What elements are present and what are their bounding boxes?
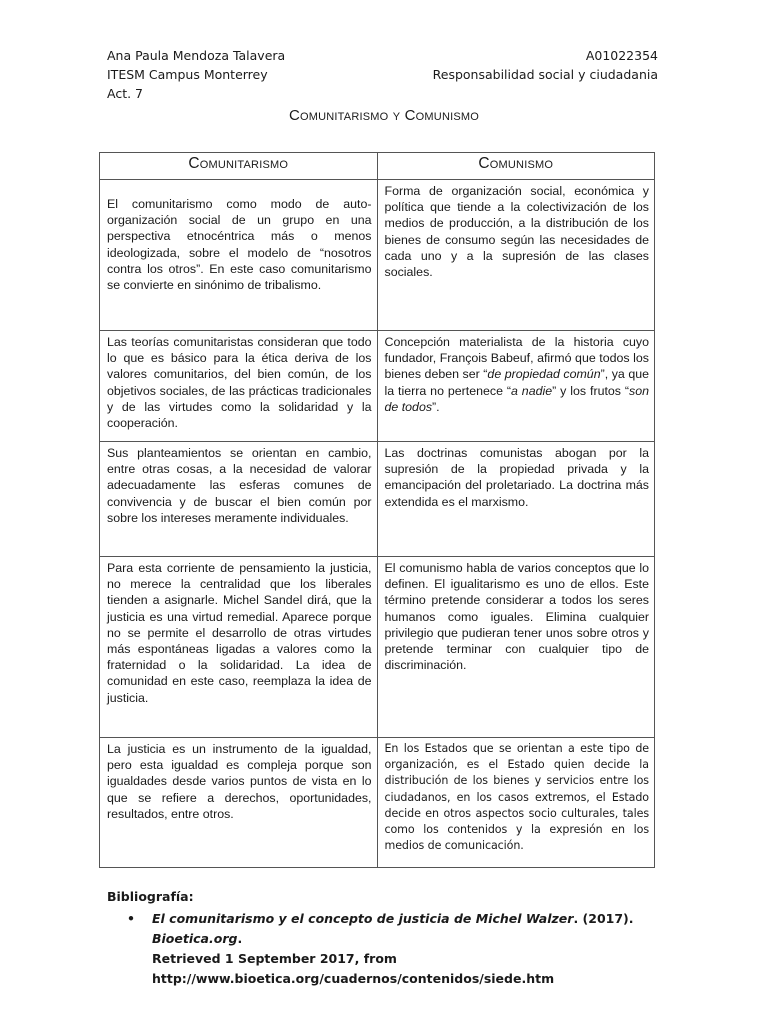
- cell-text: Concepción materialista de la historia cuyo fundador, François Babeuf, afirmó que todos los bienes deben ser “: [384, 335, 649, 382]
- course-name: Responsabilidad social y ciudadania: [432, 67, 658, 82]
- bullet-icon: •: [127, 911, 135, 926]
- cell-text: ”, ya que la tierra no pertenece “: [384, 367, 649, 398]
- cell-text: ” y los frutos “: [552, 383, 630, 398]
- entry-retrieved: Retrieved 1 September 2017, from: [152, 951, 397, 966]
- column-header-comunismo: Comunismo: [377, 153, 655, 180]
- table-row: [100, 738, 655, 868]
- table-row: [100, 331, 655, 442]
- table-cell-comunismo: Las doctrinas comunistas abogan por la supresión de la propiedad privada y la emancipación del proletariado. La doctrina más extendida es el marxismo.: [377, 442, 655, 557]
- bibliography-entry: [107, 909, 668, 989]
- bibliography-heading: Bibliografía:: [107, 889, 194, 904]
- entry-year: . (2017).: [573, 911, 634, 926]
- activity-label: Act. 7: [107, 86, 144, 101]
- table-cell-comunitarismo: Sus planteamientos se orientan en cambio, entre otras cosas, a la necesidad de valorar adecuadamente las esferas comunes de convivencia y de buscar el bien común por sobre los intereses meramente individuales.: [100, 442, 378, 557]
- table-cell-comunitarismo: Para esta corriente de pensamiento la justicia, no merece la centralidad que los liberales tienden a asignarle. Michel Sandel dirá, que la justicia es una virtud remedial. Aparece porque no se permite el desarrollo de otras virtudes más espontáneas ligadas a valores como la fraternidad o la solidaridad. La idea de comunidad en este caso, reemplaza la idea de justicia.: [100, 557, 378, 738]
- table-row: [100, 442, 655, 557]
- cell-text: ”.: [432, 399, 440, 414]
- table-cell-comunismo: En los Estados que se orientan a este tipo de organización, es el Estado quien decide la distribución de los bienes y servicios entre los ciudadanos, en los casos extremos, el Estado decide en otros aspectos socio culturales, tales como los contenidos y la expresión en los medios de comunicación.: [377, 738, 655, 868]
- table-cell-comunismo: Forma de organización social, económica y política que tiende a la colectivización de los medios de producción, a la distribución de los bienes de consumo según las necesidades de cada uno y a la supresión de las clases sociales.: [377, 180, 655, 331]
- author-name: Ana Paula Mendoza Talavera: [107, 48, 286, 63]
- column-header-comunitarismo: Comunitarismo: [100, 153, 378, 180]
- table-cell-comunitarismo: El comunitarismo como modo de auto-organización social de un grupo en una perspectiva etnocéntrica más o menos ideologizada, sobre el modelo de “nosotros contra los otros”. En este caso comunitarismo se convierte en sinónimo de tribalismo.: [100, 180, 378, 331]
- campus-name: ITESM Campus Monterrey: [107, 67, 268, 82]
- table-cell-comunismo: El comunismo habla de varios conceptos que lo definen. El igualitarismo es uno de ellos. Este término pretende considerar a todos los seres humanos como iguales. Elimina cualquier privilegio que pudieran tener unos sobre otros y pretende terminar con cualquier tipo de discriminación.: [377, 557, 655, 738]
- comparison-table: [99, 152, 655, 868]
- table-row: [100, 180, 655, 331]
- table-header-row: [100, 153, 655, 180]
- entry-dot: .: [237, 931, 243, 946]
- student-id: A01022354: [585, 48, 658, 63]
- cell-emphasis: son de todos: [384, 383, 650, 414]
- document-header: [107, 46, 658, 103]
- entry-title: El comunitarismo y el concepto de justicia de Michel Walzer: [152, 911, 574, 926]
- table-cell-comunitarismo: Las teorías comunitaristas consideran que todo lo que es básico para la ética deriva de los valores comunitarios, del bien común, de los objetivos sociales, de las prácticas tradicionales y de las virtudes como la solidaridad y la cooperación.: [100, 331, 378, 442]
- table-row: [100, 557, 655, 738]
- entry-site: Bioetica.org: [152, 931, 238, 946]
- table-cell-comunitarismo: La justicia es un instrumento de la igualdad, pero esta igualdad es compleja porque son igualdades desde varios puntos de vista en lo que se refiere a derechos, oportunidades, resultados, entre otros.: [100, 738, 378, 868]
- entry-url[interactable]: http://www.bioetica.org/cuadernos/contenidos/siede.htm: [152, 971, 555, 986]
- cell-emphasis: de propiedad común: [487, 367, 601, 382]
- cell-emphasis: a nadie: [511, 383, 553, 398]
- document-title: Comunitarismo y Comunismo: [288, 107, 479, 124]
- bibliography: [107, 887, 668, 989]
- table-cell-comunismo: [377, 331, 655, 442]
